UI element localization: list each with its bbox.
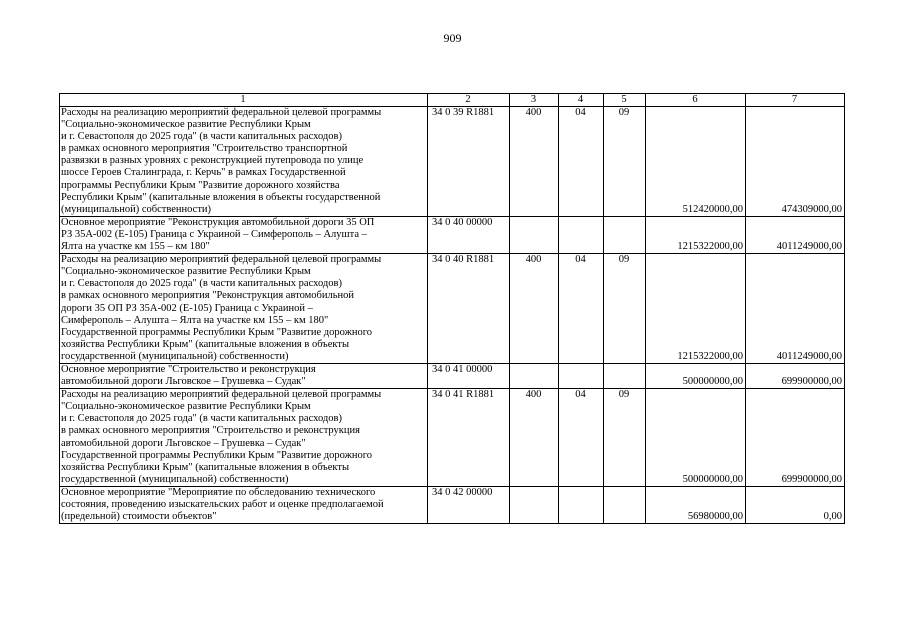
budget-table	[59, 93, 845, 524]
table-row	[60, 486, 845, 523]
row-amount-col7: 474309000,00	[746, 107, 845, 217]
row-description: Основное мероприятие "Реконструкция автомобильной дороги 35 ОП РЗ 35А-002 (Е-105) Граница с Украиной – Симферополь – Алушта – Ялта на участке км 155 – км 180"	[60, 216, 428, 253]
column-header: 6	[646, 94, 746, 107]
row-subsection: 09	[604, 107, 646, 217]
column-header: 7	[746, 94, 845, 107]
row-description: Расходы на реализацию мероприятий федеральной целевой программы "Социально-экономическое развитие Республики Крым и г. Севастополя до 2025 года" (в части капитальных расходов) в рамках основного мероприятия "Строительство и реконструкция автомобильной дороги Льговское – Грушевка – Судак" Государственной программы Республики Крым "Развитие дорожного хозяйства Республики Крым" (капитальные вложения в объекты государственной (муниципальной) собственности)	[60, 389, 428, 487]
row-expense-type: 400	[510, 254, 559, 364]
table-row	[60, 389, 845, 487]
row-amount-col7: 4011249000,00	[746, 254, 845, 364]
row-amount-col6: 512420000,00	[646, 107, 746, 217]
row-amount-col6: 1215322000,00	[646, 254, 746, 364]
row-subsection: 09	[604, 254, 646, 364]
row-amount-col6: 500000000,00	[646, 389, 746, 487]
column-header: 4	[559, 94, 604, 107]
row-expense-type: 400	[510, 107, 559, 217]
row-expense-type	[510, 486, 559, 523]
row-expense-type: 400	[510, 389, 559, 487]
row-subsection	[604, 216, 646, 253]
row-section: 04	[559, 254, 604, 364]
row-amount-col7: 0,00	[746, 486, 845, 523]
table-row	[60, 363, 845, 388]
row-code: 34 0 42 00000	[428, 486, 510, 523]
row-amount-col6: 500000000,00	[646, 363, 746, 388]
row-expense-type	[510, 216, 559, 253]
row-description: Расходы на реализацию мероприятий федеральной целевой программы "Социально-экономическое развитие Республики Крым и г. Севастополя до 2025 года" (в части капитальных расходов) в рамках основного мероприятия "Строительство транспортной развязки в разных уровнях с реконструкцией путепровода по улице шоссе Героев Сталинграда, г. Керчь" в рамках Государственной программы Республики Крым "Развитие дорожного хозяйства Республики Крым" (капитальные вложения в объекты государственной (муниципальной) собственности)	[60, 107, 428, 217]
column-header: 2	[428, 94, 510, 107]
table-row	[60, 254, 845, 364]
row-amount-col6: 1215322000,00	[646, 216, 746, 253]
row-description: Основное мероприятие "Мероприятие по обследованию технического состояния, проведению изыскательских работ и оценке предполагаемой (предельной) стоимости объектов"	[60, 486, 428, 523]
row-amount-col6: 56980000,00	[646, 486, 746, 523]
row-amount-col7: 699900000,00	[746, 363, 845, 388]
row-subsection	[604, 363, 646, 388]
row-description: Основное мероприятие "Строительство и реконструкция автомобильной дороги Льговское – Грушевка – Судак"	[60, 363, 428, 388]
table-row	[60, 107, 845, 217]
row-section	[559, 363, 604, 388]
row-section	[559, 486, 604, 523]
row-code: 34 0 41 R1881	[428, 389, 510, 487]
page-number: 909	[443, 31, 462, 45]
table-row	[60, 216, 845, 253]
row-code: 34 0 39 R1881	[428, 107, 510, 217]
column-header: 3	[510, 94, 559, 107]
row-code: 34 0 41 00000	[428, 363, 510, 388]
row-code: 34 0 40 00000	[428, 216, 510, 253]
column-header: 1	[60, 94, 428, 107]
row-amount-col7: 699900000,00	[746, 389, 845, 487]
row-section	[559, 216, 604, 253]
column-header: 5	[604, 94, 646, 107]
row-description: Расходы на реализацию мероприятий федеральной целевой программы "Социально-экономическое развитие Республики Крым и г. Севастополя до 2025 года" (в части капитальных расходов) в рамках основного мероприятия "Реконструкция автомобильной дороги 35 ОП РЗ 35А-002 (Е-105) Граница с Украиной – Симферополь – Алушта – Ялта на участке км 155 – км 180" Государственной программы Республики Крым "Развитие дорожного хозяйства Республики Крым" (капитальные вложения в объекты государственной (муниципальной) собственности)	[60, 254, 428, 364]
row-expense-type	[510, 363, 559, 388]
row-subsection: 09	[604, 389, 646, 487]
row-amount-col7: 4011249000,00	[746, 216, 845, 253]
row-section: 04	[559, 107, 604, 217]
row-section: 04	[559, 389, 604, 487]
row-subsection	[604, 486, 646, 523]
table-header-row	[60, 94, 845, 107]
row-code: 34 0 40 R1881	[428, 254, 510, 364]
